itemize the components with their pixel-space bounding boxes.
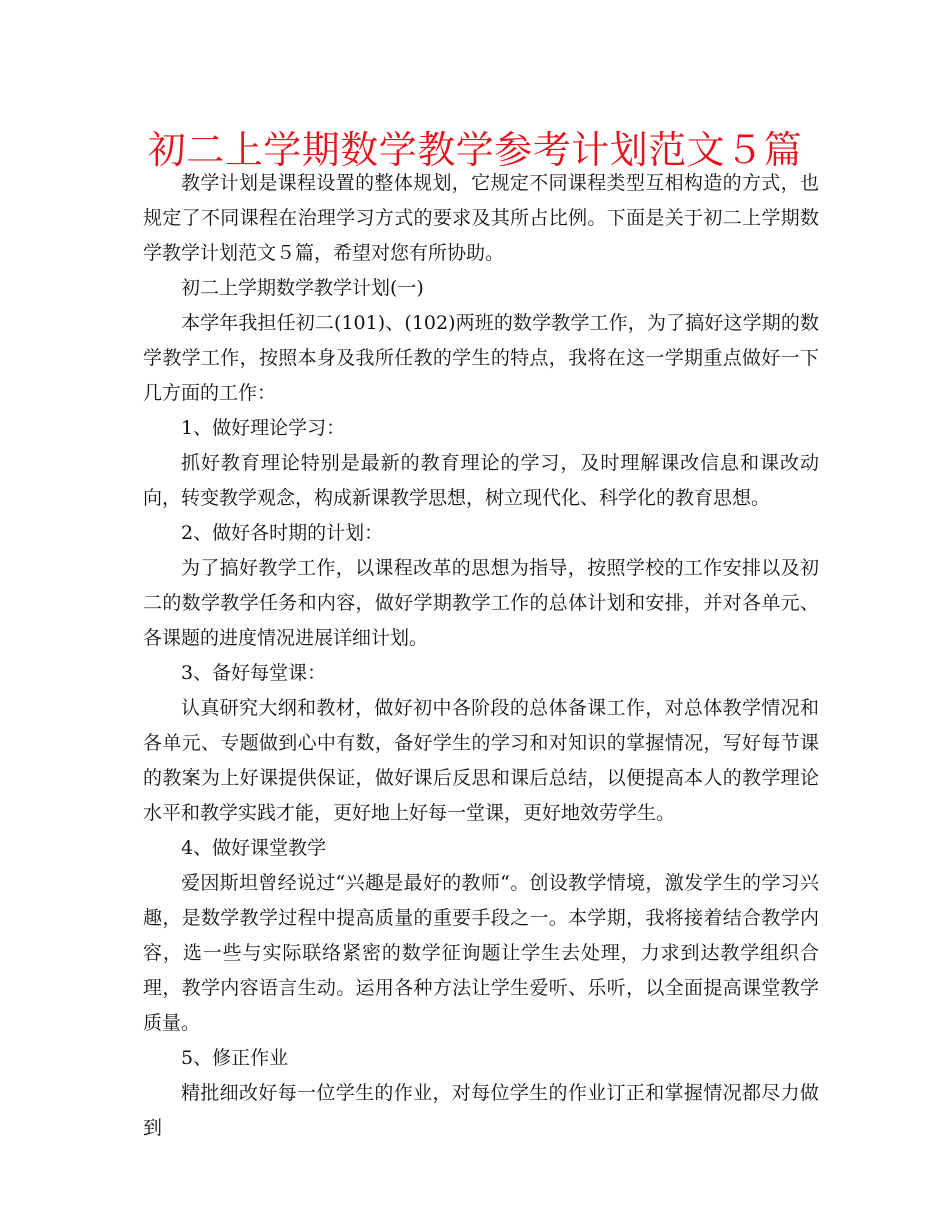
section-heading: 3、备好每堂课： <box>181 662 327 684</box>
paragraph: 精批细改好每一位学生的作业，对每位学生的作业订正和掌握情况都尽力做到 <box>143 1082 819 1139</box>
section-heading: 2、做好各时期的计划： <box>181 522 384 544</box>
section-heading: 4、做好课堂教学 <box>181 837 327 859</box>
paragraph: 为了搞好教学工作，以课程改革的思想为指导，按照学校的工作安排以及初二的数学教学任务和内容，做好学期教学工作的总体计划和安排，并对各单元、各课题的进度情况进展详细计划。 <box>143 557 819 649</box>
paragraph: 本学年我担任初二(101)、(102)两班的数学教学工作，为了搞好这学期的数学教学工作，按照本身及我所任教的学生的特点，我将在这一学期重点做好一下几方面的工作： <box>143 312 819 404</box>
intro-paragraph: 教学计划是课程设置的整体规划，它规定不同课程类型互相构造的方式，也规定了不同课程在治理学习方式的要求及其所占比例。下面是关于初二上学期数学教学计划范文５篇，希望对您有所协助。 <box>143 172 819 264</box>
section-heading: 5、修正作业 <box>181 1047 289 1069</box>
document-body <box>143 166 819 1146</box>
paragraph: 爱因斯坦曾经说过“兴趣是最好的教师“。创设教学情境，激发学生的学习兴趣，是数学教学过程中提高质量的重要手段之一。本学期，我将接着结合教学内容，选一些与实际联络紧密的数学征询题让学生去处理，力求到达教学组织合理，教学内容语言生动。运用各种方法让学生爱听、乐听，以全面提高课堂教学质量。 <box>143 872 819 1034</box>
document-title: 初二上学期数学教学参考计划范文５篇 <box>147 128 803 172</box>
plan-heading: 初二上学期数学教学计划(一) <box>181 277 424 299</box>
paragraph: 认真研究大纲和教材，做好初中各阶段的总体备课工作，对总体教学情况和各单元、专题做到心中有数，备好学生的学习和对知识的掌握情况，写好每节课的教案为上好课提供保证，做好课后反思和课后总结，以便提高本人的教学理论水平和教学实践才能，更好地上好每一堂课，更好地效劳学生。 <box>143 697 819 824</box>
paragraph: 抓好教育理论特别是最新的教育理论的学习，及时理解课改信息和课改动向，转变教学观念，构成新课教学思想，树立现代化、科学化的教育思想。 <box>143 452 819 509</box>
section-heading: 1、做好理论学习： <box>181 417 346 439</box>
